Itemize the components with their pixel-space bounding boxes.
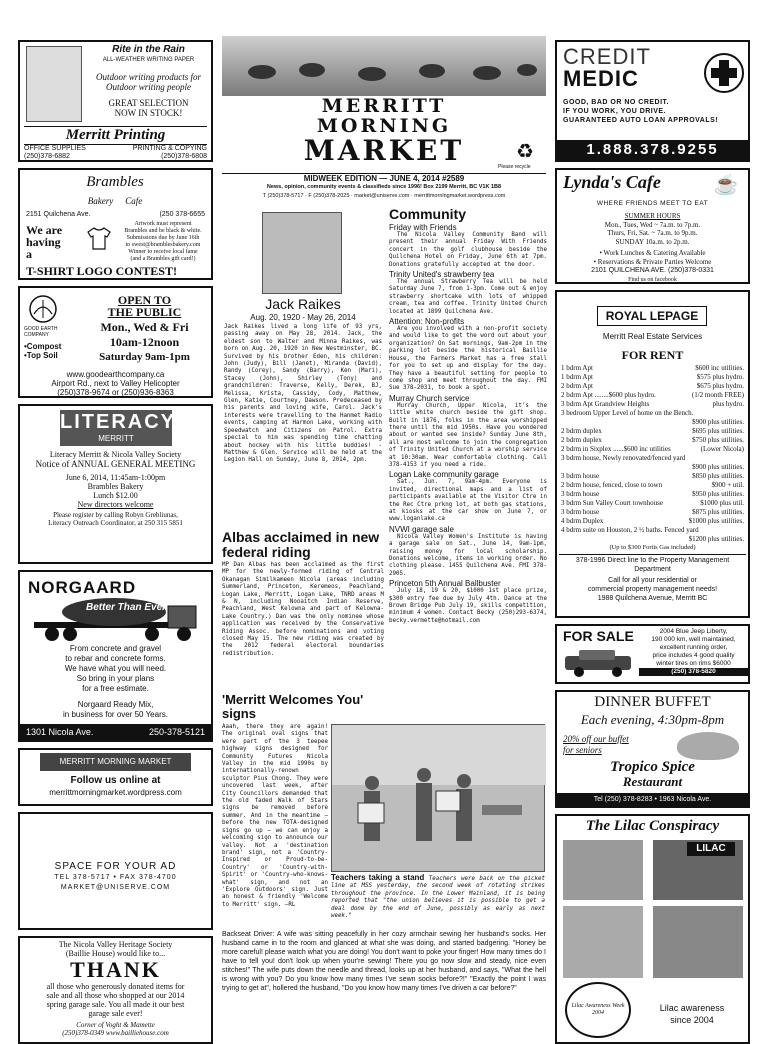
tropico-brand [557, 760, 748, 789]
space-email: MARKET@UNISERVE.COM [60, 884, 171, 891]
community-item-body: Nicola Valley Women's Institute is having a garage sale on Sat., June 14, 9am-1pm, raising money for local scholarship. Donations welcome, items in working order. No clothing please. 1455 Quilchena Ave. FMI 378-2905. [389, 533, 547, 577]
rent-price: plus hydro. [712, 400, 744, 408]
rent-unit: 3 bedroom Upper Level of home on the Bench. [561, 409, 694, 417]
caption-text: Teachers were back on the picket line at MSS yesterday, the second week of rotating strikes throughout the province. In the Lower Mainland, it is being reported that "the union believes it is possible to get a deal done by the end of June, possibly as early as next week." [331, 876, 545, 920]
follow-text [22, 774, 209, 798]
credit-medic-logo [563, 46, 651, 90]
masthead-contact: T (250)378-5717 · F (250)378-2025 · market@uniserve.com · merrittmorningmarket.wordpress.com [262, 193, 506, 199]
for-sale-title: FOR SALE [563, 628, 634, 644]
brambles-headline-3: a [26, 247, 32, 261]
rent-row [561, 418, 744, 427]
credit-word: CREDIT [563, 44, 651, 69]
literacy-lunch: Lunch $12.00 [93, 491, 138, 500]
for-sale-line3: excellent running order, [659, 644, 728, 651]
norgaard-line5: for a free estimate. [82, 684, 149, 693]
tshirt-icon [86, 225, 112, 251]
rent-row [561, 499, 744, 508]
rent-row [561, 481, 744, 490]
rent-row [561, 436, 744, 445]
brambles-note-6: (and a Brambles gift card!) [130, 256, 196, 262]
literacy-coord: Literacy Outreach Coordinator, at 250 315 5851 [48, 519, 183, 527]
rite-text [86, 72, 211, 118]
rent-price: (1/2 month FREE) [691, 391, 744, 399]
rent-price: $675 plus hydro. [696, 382, 744, 390]
tshirt-contest: T-SHIRT LOGO CONTEST! [26, 264, 177, 278]
tropico-brand-2: Restaurant [622, 774, 683, 789]
literacy-org: Literacy Merritt & Nicola Valley Society [49, 450, 182, 459]
norgaard-brand: NORGAARD [28, 578, 137, 597]
for-sale-phone: (250) 378-5820 [639, 668, 748, 676]
rent-row [561, 382, 744, 391]
lynda-name: Lynda's Cafe [563, 172, 661, 192]
community-item-body: July 18, 19 & 20, $1000 1st place prize, $300 entry fee due by July 4th. Dance at the Brown Bridge Pub July 19, skills competition, minimum 4 women. Contact Becky (250)293-6374, becky.vermette@hotmail.com [389, 588, 547, 624]
credit-text [563, 98, 718, 125]
community-item-heading: Trinity United's strawberry tea [389, 270, 495, 280]
brambles-logo-bakery: Bakery [87, 196, 114, 206]
heritage-line6: garage sale ever! [88, 1009, 143, 1018]
lilac-text [637, 1002, 747, 1026]
rent-row [561, 526, 744, 535]
lynda-hours-title: SUMMER HOURS [624, 212, 681, 220]
lilac-photo-1 [563, 840, 643, 900]
rent-direct: 378-1996 Direct line to the Property Management Department [559, 554, 746, 574]
good-earth-title-2: THE PUBLIC [107, 305, 182, 319]
buffet-sub: Each evening, 4:30pm-8pm [580, 712, 725, 727]
rent-price: $900 + util. [711, 481, 744, 489]
literacy-notice: Notice of ANNUAL GENERAL MEETING [35, 459, 196, 469]
rent-row [561, 535, 744, 544]
good-earth-web: www.goodearthcompany.ca [66, 370, 165, 379]
brambles-ad [18, 168, 213, 280]
rent-row [561, 364, 744, 373]
horses-icon [222, 36, 546, 96]
norgaard-line7: in business for over 50 Years. [63, 710, 168, 719]
follow-line1: Follow us online at [70, 775, 161, 786]
brambles-headline-1: We are [26, 223, 63, 237]
credit-line2: IF YOU WORK, YOU DRIVE. [563, 108, 667, 115]
rite-line3: GREAT SELECTION [108, 98, 189, 108]
follow-line2: merrittmorningmarket.wordpress.com [49, 788, 182, 797]
royal-lepage-ad [555, 290, 750, 618]
good-earth-phones: (250)378-9674 or (250)936-8363 [57, 388, 174, 397]
good-earth-logo-2: COMPANY [24, 332, 49, 338]
brambles-headline-2: having [26, 235, 61, 249]
obituary-name: Jack Raikes [265, 296, 341, 312]
brambles-headline [26, 224, 62, 260]
lilac-title: The Lilac Conspiracy [585, 818, 720, 834]
literacy-logo-text: LITERACY [60, 411, 176, 433]
lynda-hours-1: Mon., Tues, Wed ~ 7a.m. to 7p.m. [604, 220, 701, 229]
lynda-hours [557, 212, 748, 284]
masthead-line3: MARKET [303, 134, 465, 167]
rent-unit: 2 bdrm duplex [561, 427, 602, 435]
rent-price: $950 plus utilities. [692, 490, 744, 498]
rent-call-2: commercial property management needs! [587, 586, 718, 593]
norgaard-footer [20, 724, 211, 740]
rite-line1: Outdoor writing products for [96, 72, 201, 82]
rent-price: $900 plus utilities. [692, 463, 744, 471]
lyndas-cafe-ad [555, 168, 750, 284]
masthead-line2: MORNING [316, 115, 452, 137]
literacy-place: Brambles Bakery [87, 482, 144, 491]
good-earth-hours-2: Saturday 9am-1pm [99, 351, 190, 363]
norgaard-truck-text: Better Than Ever [86, 602, 167, 613]
community-title: Community [389, 206, 466, 222]
masthead-tagline: News, opinion, community events & classifieds since 1996! Box 2199 Merritt, BC V1K 1B8 [266, 184, 502, 190]
rent-unit: 3 bdrm house [561, 490, 600, 498]
community-item-heading: Attention: Non-profits [389, 317, 465, 327]
follow-online-ad [18, 748, 213, 806]
office-phone: (250)378-6882 [24, 153, 70, 160]
rite-line2: Outdoor writing people [106, 82, 191, 92]
welcome-headline: 'Merritt Welcomes You' signs [222, 692, 364, 721]
good-earth-compost: •Compost [24, 342, 62, 351]
recycle-icon: ♻ [516, 141, 534, 163]
community-item-body: The Nicola Valley Community Band will present their annual Friday With Friends concert in the golf clubhouse beside the Quilchena Hotel on Friday, June 6th at 7pm. Donations gratefully accepted at the door. [389, 232, 547, 268]
rent-address: 1988 Quilchena Avenue, Merritt BC [597, 595, 708, 602]
rent-unit: 3 bdrm house [561, 472, 600, 480]
teachers-photo [331, 724, 545, 872]
rent-unit: 4 bdrm suite on Houston, 2 ½ baths. Fenced yard [561, 526, 699, 534]
buffet-discount [563, 734, 629, 756]
lilac-line2: since 2004 [670, 1015, 714, 1025]
lynda-facebook: Find us on facebook [628, 276, 677, 283]
brambles-note-3: Submissions due by June 16th [126, 235, 200, 241]
literacy-date: June 6, 2014, 11:45am-1:00pm [65, 473, 166, 482]
norgaard-line6: Norgaard Ready Mix, [77, 700, 154, 709]
lilac-conspiracy-ad [555, 814, 750, 1044]
rent-price: $750 plus utilities. [692, 436, 744, 444]
albas-headline: Albas acclaimed in new federal riding [222, 529, 380, 560]
masthead-title [262, 96, 506, 166]
space-for-ad [18, 812, 213, 930]
dinner-buffet-ad [555, 690, 750, 808]
rent-price: $875 plus utilities. [692, 508, 744, 516]
good-earth-days: Mon., Wed & Fri [100, 320, 189, 334]
heritage-text [22, 940, 209, 1037]
rent-row [561, 373, 744, 382]
lilac-photo-3 [563, 906, 643, 978]
edition: MIDWEEK EDITION — JUNE 4, 2014 #2589 [222, 173, 546, 183]
obituary-dates: Aug. 20, 1920 - May 26, 2014 [250, 313, 356, 322]
rent-call [559, 576, 746, 603]
community-item-heading: Princeton 5th Annual Ballbuster [389, 579, 501, 589]
credit-line1: GOOD, BAD OR NO CREDIT. [563, 99, 670, 106]
norgaard-line3: We have what you will need. [64, 664, 167, 673]
brambles-note-1: Artwork must represent [134, 221, 192, 227]
royal-lepage-sub: Merritt Real Estate Services [602, 332, 703, 341]
rite-line4: NOW IN STOCK! [114, 108, 183, 118]
good-earth-ad [18, 286, 213, 398]
rent-price: $1000 plus utilities. [688, 517, 744, 525]
buffet-contact: Tel (250) 378-8283 • 1963 Nicola Ave. [557, 793, 748, 806]
good-earth-title-1: OPEN TO [117, 293, 172, 307]
welcome-body-text: Aaah, there they are again! The original oval signs that were part of the 3 teepee highway signs designed for Community Futures Nicola Valley in the mid 1990s by internationally-renown sculptor Pius Chong. They were uncovered last week, after City Councillors demanded that the old faded Walk of Stars signs be removed before summer. And in the meantime — before the new TOTA-designed signs go up — we can enjoy a welcoming sign to announce our valley. Not a 'destination brand' sign, not a 'Country-Inspired or Proud-to-be-Country' or 'Country-with-Spirit' or 'Country-who-knows-what' sign, and not an 'Explore Outdoors' sign. Just an honest & friendly 'Welcome to Merritt' sign. [222, 724, 328, 908]
community-column [389, 206, 547, 722]
masthead [222, 36, 546, 206]
lynda-feature-2: • Reservations & Private Parties Welcome [593, 257, 712, 266]
obituary-photo [262, 212, 342, 294]
rent-unit: 2 bdrm Apt ........$600 plus hydro. [561, 391, 656, 399]
good-earth-hours [78, 294, 211, 364]
rent-unit: 2 bdrm house, fenced, close to town [561, 481, 663, 489]
rent-unit: 3 bdrm house [561, 508, 600, 516]
lilac-stamp-text: Lilac Awareness Week 2004 [571, 1003, 625, 1016]
community-item-heading: NVWI garage sale [389, 524, 454, 534]
rent-call-1: Call for all your residential or [608, 577, 697, 584]
good-earth-hours-1: 10am-12noon [109, 335, 180, 349]
rent-unit: 1 bdrm Apt [561, 373, 593, 381]
literacy-text [22, 450, 209, 527]
for-sale-line5: winter tires on rims $6000 [656, 660, 731, 667]
norgaard-ad [18, 570, 213, 742]
buffet-discount-1: 20% off our buffet [563, 734, 629, 744]
rent-unit: 4 bdrm Duplex [561, 517, 604, 525]
merritt-printing-banner: Merritt Printing [24, 126, 207, 145]
tropico-brand-1: Tropico Spice [610, 759, 695, 775]
community-item-body: The annual Strawberry Tea will be held Saturday June 7, from 1-3pm. Come out & enjoy strawberry shortcake with lots of whipped cream, tea and coffee. Trinity United Church located at 1899 Quilchena Ave. [389, 279, 547, 315]
brambles-logo-name: Brambles [86, 174, 144, 190]
rent-unit: 3 bdrm Sun Valley Court townhouse [561, 499, 663, 507]
picketers-image [332, 725, 546, 873]
space-tel: TEL 378-5717 • FAX 378-4700 [54, 874, 177, 881]
fortune-cookie-image [677, 732, 739, 760]
printing-label: PRINTING & COPYING [132, 145, 207, 152]
rent-unit: 3 bdrm house, Newly renovated/fenced yard [561, 454, 686, 462]
heritage-line1: The Nicola Valley Heritage Society [58, 940, 173, 949]
rent-row [561, 490, 744, 499]
masthead-line1: MERRITT [321, 95, 447, 117]
literacy-register: Please register by calling Robyn Grebliunas, [53, 511, 178, 519]
norgaard-line2: to rebar and concrete forms. [65, 654, 166, 663]
good-earth-logo-text [24, 326, 58, 338]
lynda-hours-3: SUNDAY 10a.m. to 2p.m. [615, 237, 690, 246]
heritage-society-ad [18, 936, 213, 1044]
rent-price: $900 plus utilities. [692, 418, 744, 426]
good-earth-address: Airport Rd., next to Valley Helicopter [51, 379, 180, 388]
medic-word: MEDIC [563, 66, 639, 91]
community-items [389, 223, 547, 625]
space-title: SPACE FOR YOUR AD [54, 861, 177, 872]
rent-row [561, 454, 744, 463]
rent-unit: 2 bdrm in Sixplex ......$600 inc utilities [561, 445, 671, 453]
brambles-note-5: Winner to receive local fame [128, 249, 198, 255]
good-earth-contact [22, 370, 209, 397]
norgaard-line4: So bring in your plans [76, 674, 155, 683]
rent-unit: 1 bdrm Apt [561, 364, 593, 372]
community-item-body: Sat., Jun. 7, 9am-4pm. Everyone is invited, directional maps and a list of participants available at the Visitor Ctre in the Rec Ctre prkng lot, at both gas stations, at kiosks at the car show on June 7, or www.loganlake.ca [389, 479, 547, 523]
welcome-body [222, 724, 328, 909]
teachers-caption [331, 874, 545, 920]
good-earth-items [24, 342, 61, 360]
community-item-heading: Friday with Friends [389, 223, 457, 232]
heritage-line4: sale and all those who shopped at our 2014 [46, 991, 185, 1000]
lilac-stamp [565, 982, 631, 1038]
heritage-line3: all those who generously donated items for [46, 982, 185, 991]
lilac-photo-4 [653, 906, 743, 978]
rent-price: $695 plus utilities. [692, 427, 744, 435]
rent-unit: 2 bdrm duplex [561, 436, 602, 444]
office-label: OFFICE SUPPLIES [24, 145, 86, 152]
brambles-address: 2151 Quilchena Ave. [26, 211, 91, 218]
space-text [22, 860, 209, 893]
rent-row [561, 445, 744, 454]
literacy-directors: New directors welcome [77, 500, 154, 509]
lilac-line1: Lilac awareness [659, 1003, 725, 1013]
lynda-slogan: WHERE FRIENDS MEET TO EAT [596, 200, 709, 207]
heritage-line2: (Baillie House) would like to... [65, 949, 166, 958]
for-sale-ad [555, 624, 750, 684]
backseat-driver: Backseat Driver: A wife was sitting peacefully in her cozy armchair sewing her husband's socks. Her husband came in to the room and glanced at what she was doing, and started badgering. "Honey be more careful! please watch what you are doing! You don't want to poke your finger! How many times do I have to tell you! don't look up when your're sewing! There you go now slow and steady, nice even stitches!" The wife puts down the needle and thread, looks up at her husband, and says, "What the hell is wrong with you? Do you know how many times I've sewn socks before?!" "Exactly the point I was trying to get at", hollered the husband, "Do you know how many times I've driven a car before?" [222, 931, 546, 992]
rent-price: $1200 plus utilities. [688, 535, 744, 543]
rent-row [561, 400, 744, 409]
rent-footnote: (Up to $300 Fortis Gas included) [609, 544, 696, 551]
for-sale-line1: 2004 Blue Jeep Liberty, [659, 628, 728, 635]
printing-copying [133, 145, 207, 161]
literacy-logo [60, 410, 176, 446]
literacy-ad [18, 404, 213, 564]
for-sale-line4: price includes 4 good quality [652, 652, 735, 659]
brambles-logo [60, 174, 170, 209]
rent-unit: 2 bdrm Apt [561, 382, 593, 390]
lynda-hours-2: Thurs, Fri, Sat. ~ 7a.m. to 9p.m. [607, 229, 698, 237]
medical-cross-icon [703, 52, 745, 94]
obituary [222, 208, 384, 528]
norgaard-copy [22, 644, 209, 720]
rent-row [561, 409, 744, 418]
norgaard-line1: From concrete and gravel [69, 644, 162, 653]
coffee-cup-icon: ☕ [713, 174, 739, 196]
obituary-body: Jack Raikes lived a long life of 93 yrs, passing away on May 28, 2014. Jack, the eldest son to Walter and Minna Raikes, was born on Aug. 20, 1920 in New Westminster, BC. Survived by his brother Eden, his children: John (Judy), Bill (Janet), Miranda (David), Randy (Corey), Sandy (Barry), Ken (Mari), Stacey (John), Shirley (Tony) and grandchildren: Traverse, Kelly, Derek, BJ, Melissa, Krista, Cassidy, Cody, Matthew, Glen, Katie, Courtney, Dawson. Predeceased by his parents and loving wife, Carol. Jack's interests were travelling to the Hanmet Radio events, camping at Harmon Lake, working with Speedwatch and Citizens on Patrol. Extra special to him was spending time chatting about hockey with his little buddies! - Matthew & Glen. Service will be held at the Legion Hall on Sunday, June 8, 2014, 2pm. [224, 324, 382, 464]
brambles-logo-cafe: Cafe [125, 196, 143, 206]
notebook-image [26, 46, 82, 122]
community-item-body: Murray Church, Upper Nicola, it's the little white church beside the gift shop. Built in 1876, folks in the area worshipped there until the mid 1950s. Have you wondered about or wanted see inside? Sunday June 8th, all are most welcome to join the congregation of Trinity United Church at a worship service at 10:30am. Wear comfortable clothing. Call 378-4153 if you need a ride. [389, 402, 547, 468]
brambles-note-4: to swest@bramblesbakery.com [125, 242, 201, 248]
for-sale-text [639, 628, 748, 676]
rent-list [561, 364, 744, 544]
albas-body: MP Dan Albas has been acclaimed as the first MP for the newly-formed riding of Central Okanagan Similkameen Nicola (areas including Summerland, Princeton, Keremeos, Peachland, Logan Lake, Merritt, Logan Lake, TNRD areas M & N, including Nooaitch Indian Reserve, Peachland, West Kelowna and part of Kelowna-Lake Country.) Dan was the only nominee whose application was received by the Conservative Riding Assoc. before nominations and voting closed May 15. The new riding was created by the 2012 federal electoral boundaries redistribution. [222, 562, 384, 657]
buffet-discount-2: for seniors [563, 745, 602, 755]
rent-row [561, 463, 744, 472]
norgaard-address: 1301 Nicola Ave. [26, 727, 94, 737]
brambles-notes [114, 221, 212, 263]
literacy-logo-sub: MERRITT [98, 434, 134, 443]
good-earth-topsoil: •Top Soil [24, 351, 58, 360]
albas-article [222, 530, 384, 696]
for-rent-title: FOR RENT [621, 348, 684, 362]
recycle-text: Please recycle [498, 164, 531, 170]
rent-price: $600 inc utilities. [695, 364, 744, 372]
rent-price: $1000 plus util. [700, 499, 744, 507]
rent-row [561, 391, 744, 400]
royal-lepage-logo: ROYAL LEPAGE [597, 306, 707, 326]
rent-unit: 3 bdrm Apt Grandview Heights [561, 400, 650, 408]
brambles-note-2: Brambles and be black & white. [124, 228, 202, 234]
credit-phone: 1.888.378.9255 [557, 140, 748, 160]
buffet-title: DINNER BUFFET [594, 694, 711, 710]
community-item-body: Are you involved with a non-profit society and would like to get the word out about your organization? On Sat mornings, 9am-2pm in the parking lot beside the historical Baillie House, the Farmers Market has a free stall for you to set up and display for the day. They have a beautiful setting for people to come shop and meet throughout the day. FMI Sue 378-2031, to book a spot. [389, 326, 547, 392]
rent-price: $850 plus utilities. [692, 472, 744, 480]
office-supplies [24, 145, 86, 161]
rent-row [561, 517, 744, 526]
lynda-address: 2101 QUILCHENA AVE. (250)378-0331 [591, 267, 714, 274]
rent-row [561, 427, 744, 436]
good-earth-logo-icon [26, 294, 60, 324]
community-item-heading: Logan Lake community garage [389, 470, 499, 480]
credit-medic-ad [555, 40, 750, 162]
lynda-feature-1: • Work Lunches & Catering Available [599, 249, 706, 257]
brambles-phone: (250 378-6655 [159, 211, 205, 218]
rite-sub: ALL-WEATHER WRITING PAPER [102, 57, 195, 63]
heritage-line5: spring garage sale. You all made it our best [46, 1000, 185, 1009]
rent-row [561, 472, 744, 481]
caption-title: Teachers taking a stand [331, 873, 425, 882]
follow-banner: MERRITT MORNING MARKET [40, 753, 191, 771]
for-sale-line2: 190 000 km, well maintained, [651, 636, 736, 643]
lilac-badge: LILAC [687, 842, 735, 856]
jeep-icon [561, 648, 637, 678]
credit-line3: GUARANTEED AUTO LOAN APPROVALS! [563, 117, 719, 124]
printing-phone: (250)378-6808 [161, 153, 207, 160]
rent-price: (Lower Nicola) [700, 445, 744, 453]
merritt-printing-ad [18, 40, 213, 162]
rite-brand: Rite in the Rain [112, 44, 185, 55]
welcome-signature: —RL [284, 901, 296, 908]
heritage-thank: THANK [70, 957, 161, 982]
norgaard-phone: 250-378-5121 [148, 727, 205, 737]
community-item-heading: Murray Church service [389, 393, 470, 403]
heritage-corner: Corner of Voght & Mamette [76, 1021, 155, 1029]
rent-price: $575 plus hydro. [696, 373, 744, 381]
rent-row [561, 508, 744, 517]
good-earth-logo-1: GOOD EARTH [24, 326, 58, 332]
heritage-contact: (250)378-0349 www.bailliehouse.com [62, 1029, 169, 1037]
